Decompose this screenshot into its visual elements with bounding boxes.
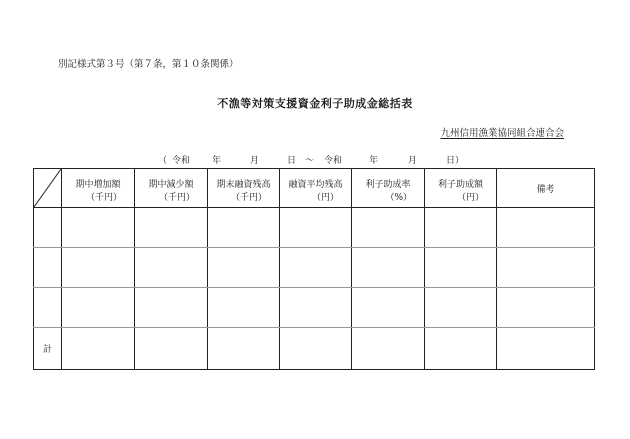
period-month-start: 月 (250, 156, 260, 166)
header-row (34, 169, 595, 208)
header-remarks: 備考 (497, 169, 595, 208)
header-decrease: 期中減少額 （千円） (135, 169, 208, 208)
header-average-balance: 融資平均残高 （円） (280, 169, 352, 208)
total-cell[interactable] (352, 328, 425, 370)
form-number: 別記様式第３号（第７条，第１０条関係） (58, 59, 239, 70)
table-cell[interactable] (135, 208, 208, 248)
organization-name: 九州信用漁業協同組合連合会 (440, 128, 564, 139)
diagonal-corner-cell (34, 169, 62, 208)
period-year-end: 年 (369, 156, 379, 166)
table-row (34, 288, 595, 328)
table-cell[interactable] (425, 288, 497, 328)
total-cell[interactable] (208, 328, 280, 370)
header-ending-balance: 期末融資残高 （千円） (208, 169, 280, 208)
header-subsidy-amount: 利子助成額 （円） (425, 169, 497, 208)
table-row (34, 248, 595, 288)
period-open-paren: （ (158, 156, 168, 166)
table-cell[interactable] (280, 288, 352, 328)
table-cell[interactable] (497, 208, 595, 248)
table-row (34, 208, 595, 248)
table-cell[interactable] (280, 208, 352, 248)
total-label: 計 (34, 328, 62, 370)
table-cell[interactable] (62, 288, 135, 328)
total-row (34, 328, 595, 370)
summary-table (33, 168, 595, 370)
period-tilde: ～ (305, 156, 315, 166)
table-cell[interactable] (425, 208, 497, 248)
total-cell[interactable] (497, 328, 595, 370)
total-cell[interactable] (280, 328, 352, 370)
table-cell[interactable] (208, 248, 280, 288)
table-cell[interactable] (280, 248, 352, 288)
table-cell[interactable] (352, 208, 425, 248)
total-cell[interactable] (135, 328, 208, 370)
table-cell[interactable] (352, 248, 425, 288)
table-cell[interactable] (62, 248, 135, 288)
header-subsidy-rate: 利子助成率 （%） (352, 169, 425, 208)
period-line (0, 153, 630, 167)
table-cell[interactable] (34, 208, 62, 248)
header-increase: 期中増加額 （千円） (62, 169, 135, 208)
period-day-start: 日 (287, 156, 297, 166)
period-era-end: 令和 (324, 156, 343, 166)
period-year-start: 年 (212, 156, 222, 166)
table-cell[interactable] (352, 288, 425, 328)
total-cell[interactable] (425, 328, 497, 370)
table-cell[interactable] (135, 288, 208, 328)
table-cell[interactable] (135, 248, 208, 288)
total-cell[interactable] (62, 328, 135, 370)
table-cell[interactable] (497, 288, 595, 328)
table-cell[interactable] (34, 288, 62, 328)
diagonal-line (34, 169, 61, 207)
period-day-end: 日） (446, 156, 465, 166)
table-cell[interactable] (425, 248, 497, 288)
period-month-end: 月 (408, 156, 418, 166)
table-cell[interactable] (497, 248, 595, 288)
period-era-start: 令和 (172, 156, 191, 166)
table-cell[interactable] (208, 288, 280, 328)
table-cell[interactable] (34, 248, 62, 288)
table-cell[interactable] (208, 208, 280, 248)
table-cell[interactable] (62, 208, 135, 248)
document-title: 不漁等対策支援資金利子助成金総括表 (217, 97, 413, 110)
